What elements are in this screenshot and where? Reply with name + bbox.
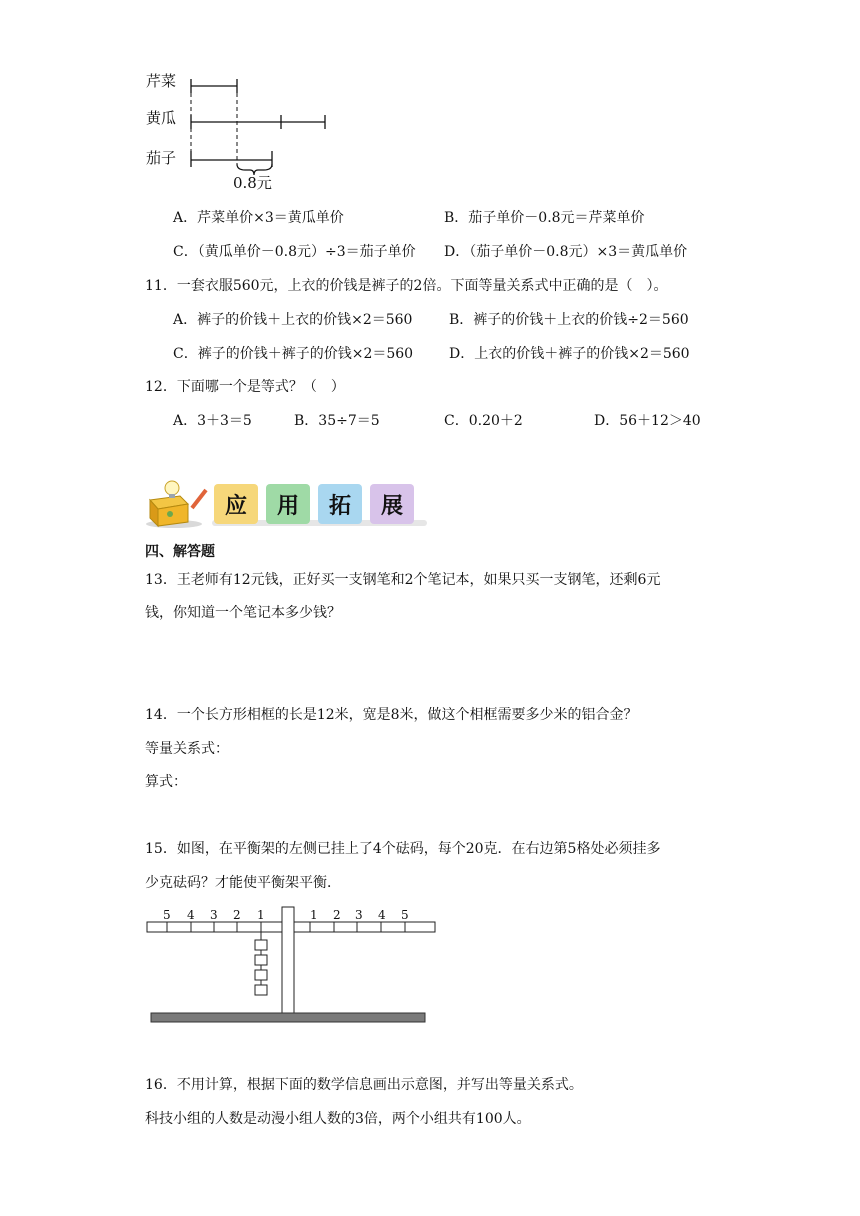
- q12-option-a: A．3＋3＝5: [173, 413, 252, 429]
- q14-relation-label: 等量关系式：: [145, 741, 229, 757]
- tick-right-2: 2: [333, 908, 341, 922]
- tick-left-4: 4: [187, 908, 195, 922]
- tick-left-5: 5: [163, 908, 171, 922]
- tick-right-4: 4: [378, 908, 386, 922]
- q10-option-d: D．（茄子单价－0.8元）×3＝黄瓜单价: [444, 244, 688, 260]
- q12-option-b: B．35÷7＝5: [294, 413, 380, 429]
- tick-right-5: 5: [401, 908, 409, 922]
- q14-stem: 14．一个长方形相框的长是12米，宽是8米，做这个相框需要多少米的铝合金？: [145, 707, 638, 723]
- section-title: 四、解答题: [145, 544, 215, 560]
- q16-stem: 16．不用计算，根据下面的数学信息画出示意图，并写出等量关系式。: [145, 1077, 583, 1093]
- tick-right-1: 1: [310, 908, 318, 922]
- q14-formula-label: 算式：: [145, 774, 187, 790]
- q13-line1: 13．王老师有12元钱，正好买一支钢笔和2个笔记本，如果只买一支钢笔，还剩6元: [145, 572, 661, 588]
- tick-left-1: 1: [257, 908, 265, 922]
- label-celery: 芹菜: [146, 72, 177, 90]
- q11-option-a: A．裤子的价钱＋上衣的价钱×2＝560: [173, 312, 413, 328]
- q11-option-d: D．上衣的价钱＋裤子的价钱×2＝560: [449, 346, 690, 362]
- q11-option-c: C．裤子的价钱＋裤子的价钱×2＝560: [173, 346, 414, 362]
- q10-option-c: C．（黄瓜单价－0.8元）÷3＝茄子单价: [173, 244, 416, 260]
- tick-left-3: 3: [210, 908, 218, 922]
- banner-char-3: 拓: [328, 493, 351, 519]
- q10-option-b: B．茄子单价－0.8元＝芹菜单价: [444, 210, 645, 226]
- measure-label: 0.8元: [233, 174, 272, 192]
- tick-right-3: 3: [355, 908, 363, 922]
- label-eggplant: 茄子: [146, 149, 177, 167]
- banner-char-4: 展: [380, 493, 403, 519]
- q10-option-a: A．芹菜单价×3＝黄瓜单价: [173, 210, 344, 226]
- q12-option-c: C．0.20＋2: [444, 413, 523, 429]
- q11-option-b: B．裤子的价钱＋上衣的价钱÷2＝560: [449, 312, 689, 328]
- q11-stem: 11．一套衣服560元，上衣的价钱是裤子的2倍。下面等量关系式中正确的是（ ）。: [145, 278, 668, 294]
- q12-option-d: D．56＋12＞40: [594, 413, 701, 429]
- label-cucumber: 黄瓜: [146, 109, 177, 127]
- q15-line2: 少克砝码？才能使平衡架平衡．: [145, 875, 341, 891]
- q12-stem: 12．下面哪一个是等式？（ ）: [145, 379, 345, 395]
- banner-char-1: 应: [224, 493, 247, 519]
- q15-line1: 15．如图，在平衡架的左侧已挂上了4个砝码，每个20克．在右边第5格处必须挂多: [145, 841, 661, 857]
- q13-line2: 钱，你知道一个笔记本多少钱？: [145, 605, 341, 621]
- tick-left-2: 2: [233, 908, 241, 922]
- q16-info: 科技小组的人数是动漫小组人数的3倍，两个小组共有100人。: [145, 1111, 531, 1127]
- banner-char-2: 用: [276, 493, 299, 519]
